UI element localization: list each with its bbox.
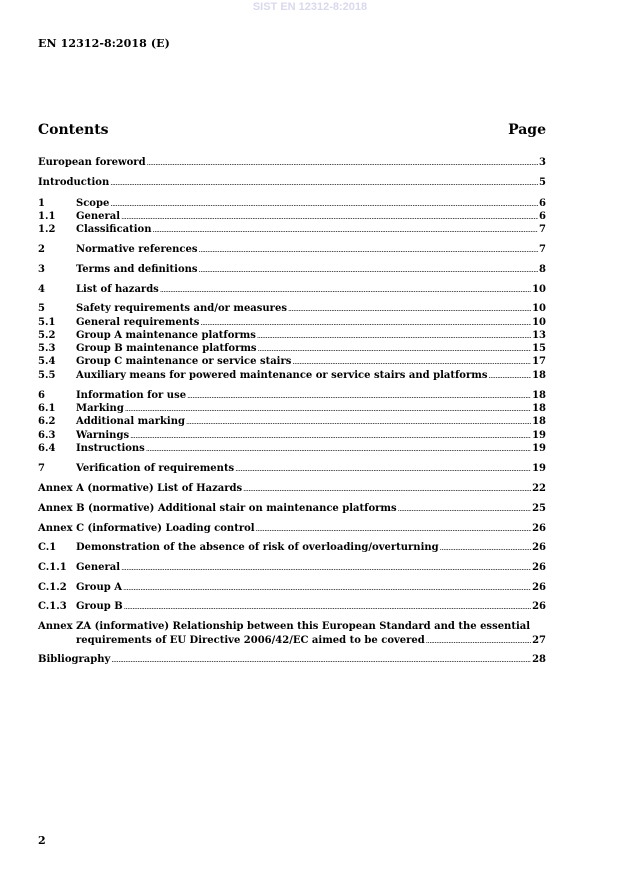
toc-page: 22 — [532, 483, 546, 494]
toc-title: Instructions — [76, 443, 145, 454]
leader-dots — [111, 653, 531, 667]
toc-page: 8 — [539, 264, 546, 275]
toc-number: C.1 — [38, 542, 57, 553]
toc-page: 26 — [532, 601, 546, 612]
toc-entry[interactable] — [38, 197, 546, 211]
toc-page: 18 — [532, 403, 546, 414]
leader-dots — [398, 502, 531, 516]
toc-title: Additional marking — [76, 416, 185, 427]
toc-title: Group B — [76, 601, 123, 612]
toc-entry[interactable] — [38, 176, 546, 190]
toc-title: Bibliography — [38, 654, 111, 665]
leader-dots — [130, 429, 531, 443]
toc-entry[interactable] — [38, 561, 546, 575]
toc-page: 26 — [532, 562, 546, 573]
toc-entry[interactable] — [38, 210, 546, 224]
toc-entry[interactable] — [38, 223, 546, 237]
toc-entry[interactable] — [38, 541, 546, 555]
toc-page: 26 — [532, 523, 546, 534]
toc-number: 5.3 — [38, 343, 56, 354]
toc-number: 5.2 — [38, 330, 56, 341]
toc-title: Scope — [76, 198, 110, 209]
toc-entry[interactable] — [38, 329, 546, 343]
toc-title: Group C maintenance or service stairs — [76, 356, 292, 367]
toc-title: Annex C (informative) Loading control — [38, 523, 255, 534]
toc-page: 10 — [532, 284, 546, 295]
toc-title: Annex A (normative) List of Hazards — [38, 483, 243, 494]
leader-dots — [292, 355, 531, 369]
leader-dots — [146, 442, 531, 456]
contents-heading — [38, 122, 546, 138]
toc-entry[interactable] — [38, 429, 546, 443]
toc-title: Introduction — [38, 177, 110, 188]
leader-dots — [258, 342, 532, 356]
toc-number: 1 — [38, 198, 45, 209]
toc-number: C.1.3 — [38, 601, 67, 612]
toc-page: 26 — [532, 582, 546, 593]
watermark: SIST EN 12312-8:2018 — [252, 1, 368, 13]
toc-entry[interactable] — [38, 402, 546, 416]
toc-page: 27 — [532, 635, 546, 646]
toc-page: 13 — [532, 330, 546, 341]
toc-page: 19 — [532, 443, 546, 454]
toc-page: 18 — [532, 416, 546, 427]
leader-dots — [125, 402, 531, 416]
toc-number: 6.1 — [38, 403, 56, 414]
toc-number: 1.2 — [38, 224, 56, 235]
contents-title: Contents — [38, 122, 109, 138]
leader-dots — [426, 634, 531, 648]
toc-number: 6 — [38, 390, 45, 401]
toc-page: 7 — [539, 224, 546, 235]
leader-dots — [199, 263, 539, 277]
toc-title: General — [76, 562, 121, 573]
toc-entry[interactable] — [38, 502, 546, 516]
page-column-label: Page — [508, 122, 546, 138]
toc-title: Information for use — [76, 390, 187, 401]
toc-entry[interactable] — [38, 369, 546, 383]
toc-number: 5.5 — [38, 370, 56, 381]
toc-number: 6.2 — [38, 416, 56, 427]
toc-number: C.1.1 — [38, 562, 67, 573]
toc-page: 5 — [539, 177, 546, 188]
leader-dots — [256, 522, 532, 536]
leader-dots — [187, 389, 531, 403]
toc-title: Group B maintenance platforms — [76, 343, 257, 354]
toc-title: European foreword — [38, 157, 146, 168]
toc-entry[interactable] — [38, 462, 546, 476]
toc-page: 10 — [532, 317, 546, 328]
leader-dots — [124, 600, 531, 614]
toc-page: 19 — [532, 430, 546, 441]
toc-entry[interactable] — [38, 522, 546, 536]
toc-title: Annex B (normative) Additional stair on maintenance platforms — [38, 503, 397, 514]
toc-entry[interactable] — [38, 442, 546, 456]
toc-page: 15 — [532, 343, 546, 354]
toc-title-line1: Annex ZA (informative) Relationship between this European Standard and the essential — [38, 621, 531, 632]
leader-dots — [243, 482, 531, 496]
toc-page: 6 — [539, 198, 546, 209]
leader-dots — [147, 156, 538, 170]
leader-dots — [123, 581, 531, 595]
leader-dots — [257, 329, 531, 343]
toc-entry[interactable] — [38, 389, 546, 403]
toc-entry[interactable] — [38, 243, 546, 257]
toc-number: 7 — [38, 463, 45, 474]
leader-dots — [110, 197, 538, 211]
toc-entry[interactable] — [38, 600, 546, 614]
toc-title: Safety requirements and/or measures — [76, 303, 287, 314]
toc-title: Warnings — [76, 430, 130, 441]
toc-page: 19 — [532, 463, 546, 474]
toc-title: Group A maintenance platforms — [76, 330, 256, 341]
toc-title: Verification of requirements — [76, 463, 235, 474]
toc-entry[interactable] — [38, 581, 546, 595]
leader-dots — [199, 243, 539, 257]
toc-number: 6.3 — [38, 430, 56, 441]
toc-number: 1.1 — [38, 211, 56, 222]
toc-page: 26 — [532, 542, 546, 553]
toc-page: 18 — [532, 390, 546, 401]
toc-page: 18 — [532, 370, 546, 381]
toc-number: 5.1 — [38, 317, 56, 328]
toc-title: Group A — [76, 582, 122, 593]
toc-entry[interactable] — [38, 355, 546, 369]
toc-number: C.1.2 — [38, 582, 67, 593]
leader-dots — [153, 223, 539, 237]
leader-dots — [160, 283, 531, 297]
leader-dots — [235, 462, 531, 476]
toc-title: General requirements — [76, 317, 200, 328]
toc-number: 2 — [38, 244, 45, 255]
toc-page: 25 — [532, 503, 546, 514]
toc-title: List of hazards — [76, 284, 159, 295]
toc-number: 3 — [38, 264, 45, 275]
toc-page: 28 — [532, 654, 546, 665]
leader-dots — [186, 415, 531, 429]
toc-title: Marking — [76, 403, 124, 414]
toc-entry[interactable] — [38, 482, 546, 496]
leader-dots — [110, 176, 538, 190]
toc-title: Terms and definitions — [76, 264, 198, 275]
toc-number: 5 — [38, 303, 45, 314]
toc-title: Classification — [76, 224, 152, 235]
toc-entry[interactable] — [38, 316, 546, 330]
toc-entry-bibliography[interactable] — [38, 653, 546, 667]
leader-dots — [200, 316, 531, 330]
toc-title: Auxiliary means for powered maintenance or service stairs and platforms — [76, 370, 488, 381]
leader-dots — [121, 210, 538, 224]
document-id-header: EN 12312-8:2018 (E) — [38, 37, 170, 50]
leader-dots — [288, 302, 531, 316]
page-number: 2 — [38, 834, 46, 847]
toc-entry[interactable] — [38, 156, 546, 170]
toc-title: General — [76, 211, 121, 222]
leader-dots — [440, 541, 531, 555]
toc-page: 6 — [539, 211, 546, 222]
toc-page: 17 — [532, 356, 546, 367]
toc-title: Demonstration of the absence of risk of overloading/overturning — [76, 542, 439, 553]
toc-entry[interactable] — [38, 342, 546, 356]
toc-entry[interactable] — [38, 263, 546, 277]
toc-entry[interactable] — [38, 283, 546, 297]
toc-title: Normative references — [76, 244, 198, 255]
leader-dots — [121, 561, 531, 575]
toc-entry[interactable] — [38, 302, 546, 316]
toc-number: 4 — [38, 284, 45, 295]
toc-number: 5.4 — [38, 356, 56, 367]
toc-number: 6.4 — [38, 443, 56, 454]
toc-entry[interactable] — [38, 415, 546, 429]
toc-page: 3 — [539, 157, 546, 168]
toc-page: 10 — [532, 303, 546, 314]
leader-dots — [488, 369, 531, 383]
toc-entry-annex-za[interactable] — [38, 620, 546, 648]
toc-title-line2: requirements of EU Directive 2006/42/EC aimed to be covered — [76, 635, 425, 646]
toc-page: 7 — [539, 244, 546, 255]
